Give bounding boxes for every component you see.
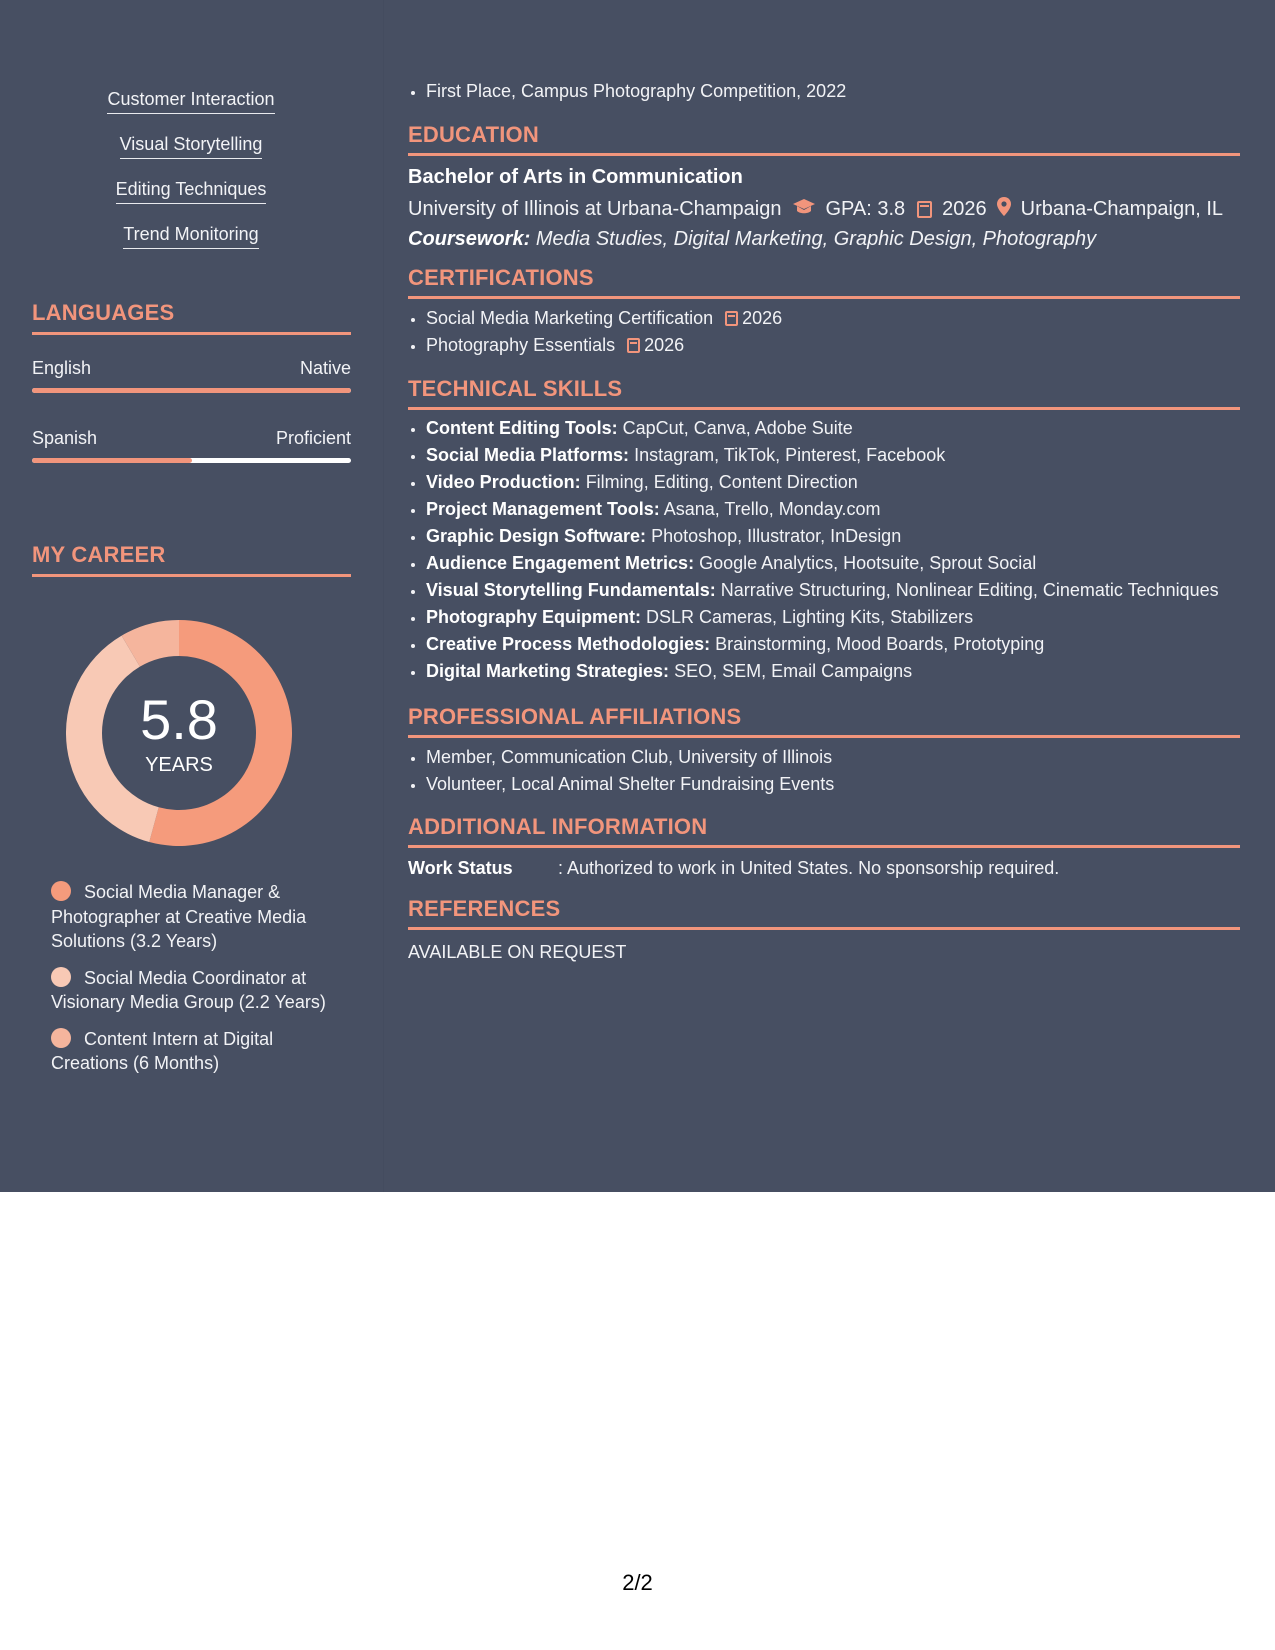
donut-center [66,620,292,846]
skill-value: Brainstorming, Mood Boards, Prototyping [715,634,1045,654]
additional-info-title: ADDITIONAL INFORMATION [408,814,1240,848]
skill-value: Asana, Trello, Monday.com [663,499,881,519]
skill-value: Filming, Editing, Content Direction [585,472,858,492]
certification-year: 2026 [644,335,685,355]
left-sidebar [0,0,384,1192]
page-number: 2/2 [622,1570,653,1595]
certifications-title: CERTIFICATIONS [408,265,1240,299]
language-name: Spanish [32,428,98,448]
certification-name: Social Media Marketing Certification [426,308,714,328]
references-title: REFERENCES [408,896,1240,930]
graduation-cap-icon [792,198,816,222]
career-total-unit: YEARS [145,754,213,776]
legend-dot-icon [51,1028,71,1048]
skill-value: SEO, SEM, Email Campaigns [674,661,913,681]
map-pin-icon [997,197,1011,222]
certification-name: Photography Essentials [426,335,616,355]
awards-section [408,78,1240,105]
skill-tag: Trend Monitoring [123,223,258,249]
career-item-text: Content Intern at Digital Creations (6 Months) [51,1028,274,1073]
career-total-years: 5.8 [140,688,218,751]
career-item-text: Social Media Coordinator at Visionary Media Group (2.2 Years) [51,967,326,1012]
certifications-section [408,265,1240,359]
calendar-icon [917,201,932,218]
graduation-year: 2026 [942,198,987,220]
technical-skill-item [426,658,1240,685]
legend-dot-icon [51,881,71,901]
calendar-icon [627,338,640,353]
skill-tag: Editing Techniques [116,178,267,204]
skill-tag: Visual Storytelling [120,133,263,159]
coursework [408,228,1240,251]
career-list [51,880,331,1088]
skill-label: Content Editing Tools: [426,418,618,438]
certification-item [426,305,1240,332]
work-status-value: : Authorized to work in United States. No sponsorship required. [558,858,1060,878]
certification-year: 2026 [742,308,783,328]
school-name: University of Illinois at Urbana-Champaign [408,198,782,220]
skill-label: Social Media Platforms: [426,445,630,465]
education-details [408,197,1240,222]
skill-value: Narrative Structuring, Nonlinear Editing, Cinematic Techniques [720,580,1219,600]
skill-tags [32,88,350,268]
career-donut-chart [66,620,292,846]
technical-skill-item [426,631,1240,658]
skill-label: Audience Engagement Metrics: [426,553,695,573]
references-text: AVAILABLE ON REQUEST [408,942,627,962]
technical-skill-item [426,442,1240,469]
coursework-list: Media Studies, Digital Marketing, Graphic Design, Photography [535,228,1097,250]
skill-value: DSLR Cameras, Lighting Kits, Stabilizers [646,607,974,627]
gpa: GPA: 3.8 [825,198,906,220]
references-section [408,896,1240,963]
career-item [51,966,331,1015]
skill-label: Digital Marketing Strategies: [426,661,670,681]
skill-label: Visual Storytelling Fundamentals: [426,580,716,600]
career-item [51,880,331,954]
career-item-text: Social Media Manager & Photographer at Creative Media Solutions (3.2 Years) [51,882,307,951]
skill-tag: Customer Interaction [107,88,274,114]
language-level: Proficient [275,428,351,448]
skill-label: Video Production: [426,472,581,492]
technical-skills-title: TECHNICAL SKILLS [408,376,1240,410]
technical-skill-item [426,469,1240,496]
work-status-label: Work Status [408,858,513,878]
technical-skill-item [426,604,1240,631]
technical-skill-item [426,523,1240,550]
skill-value: Instagram, TikTok, Pinterest, Facebook [634,445,946,465]
skill-value: Photoshop, Illustrator, InDesign [651,526,902,546]
language-bar [32,458,351,463]
career-item [51,1027,331,1076]
affiliations-section [408,704,1240,798]
languages-title: LANGUAGES [32,300,351,335]
award-item: • First Place, Campus Photography Competition, 2022 [426,78,1240,105]
language-bar-fill [32,388,351,393]
affiliation-item: • Member, Communication Club, University of Illinois [426,744,1240,771]
education-section [408,122,1240,251]
skill-label: Graphic Design Software: [426,526,647,546]
coursework-label: Coursework: [408,228,531,250]
technical-skill-item [426,577,1240,604]
education-title: EDUCATION [408,122,1240,156]
language-name: English [32,358,92,378]
affiliation-item: • Volunteer, Local Animal Shelter Fundraising Events [426,771,1240,798]
technical-skill-item [426,415,1240,442]
technical-skill-item [426,496,1240,523]
work-status [408,858,1240,879]
technical-skill-item [426,550,1240,577]
career-title: MY CAREER [32,542,351,577]
language-bar [32,388,351,393]
skill-label: Creative Process Methodologies: [426,634,711,654]
calendar-icon [725,311,738,326]
language-spanish [32,428,351,463]
skill-label: Photography Equipment: [426,607,641,627]
language-level: Native [299,358,351,378]
degree-title: Bachelor of Arts in Communication [408,166,743,188]
skill-value: CapCut, Canva, Adobe Suite [622,418,853,438]
skill-value: Google Analytics, Hootsuite, Sprout Social [699,553,1037,573]
legend-dot-icon [51,967,71,987]
certification-item [426,332,1240,359]
language-english [32,358,351,393]
technical-skills-section [408,376,1240,685]
school-location: Urbana-Champaign, IL [1020,198,1224,220]
skill-label: Project Management Tools: [426,499,660,519]
affiliations-title: PROFESSIONAL AFFILIATIONS [408,704,1240,738]
additional-info-section [408,814,1240,879]
language-bar-fill [32,458,192,463]
